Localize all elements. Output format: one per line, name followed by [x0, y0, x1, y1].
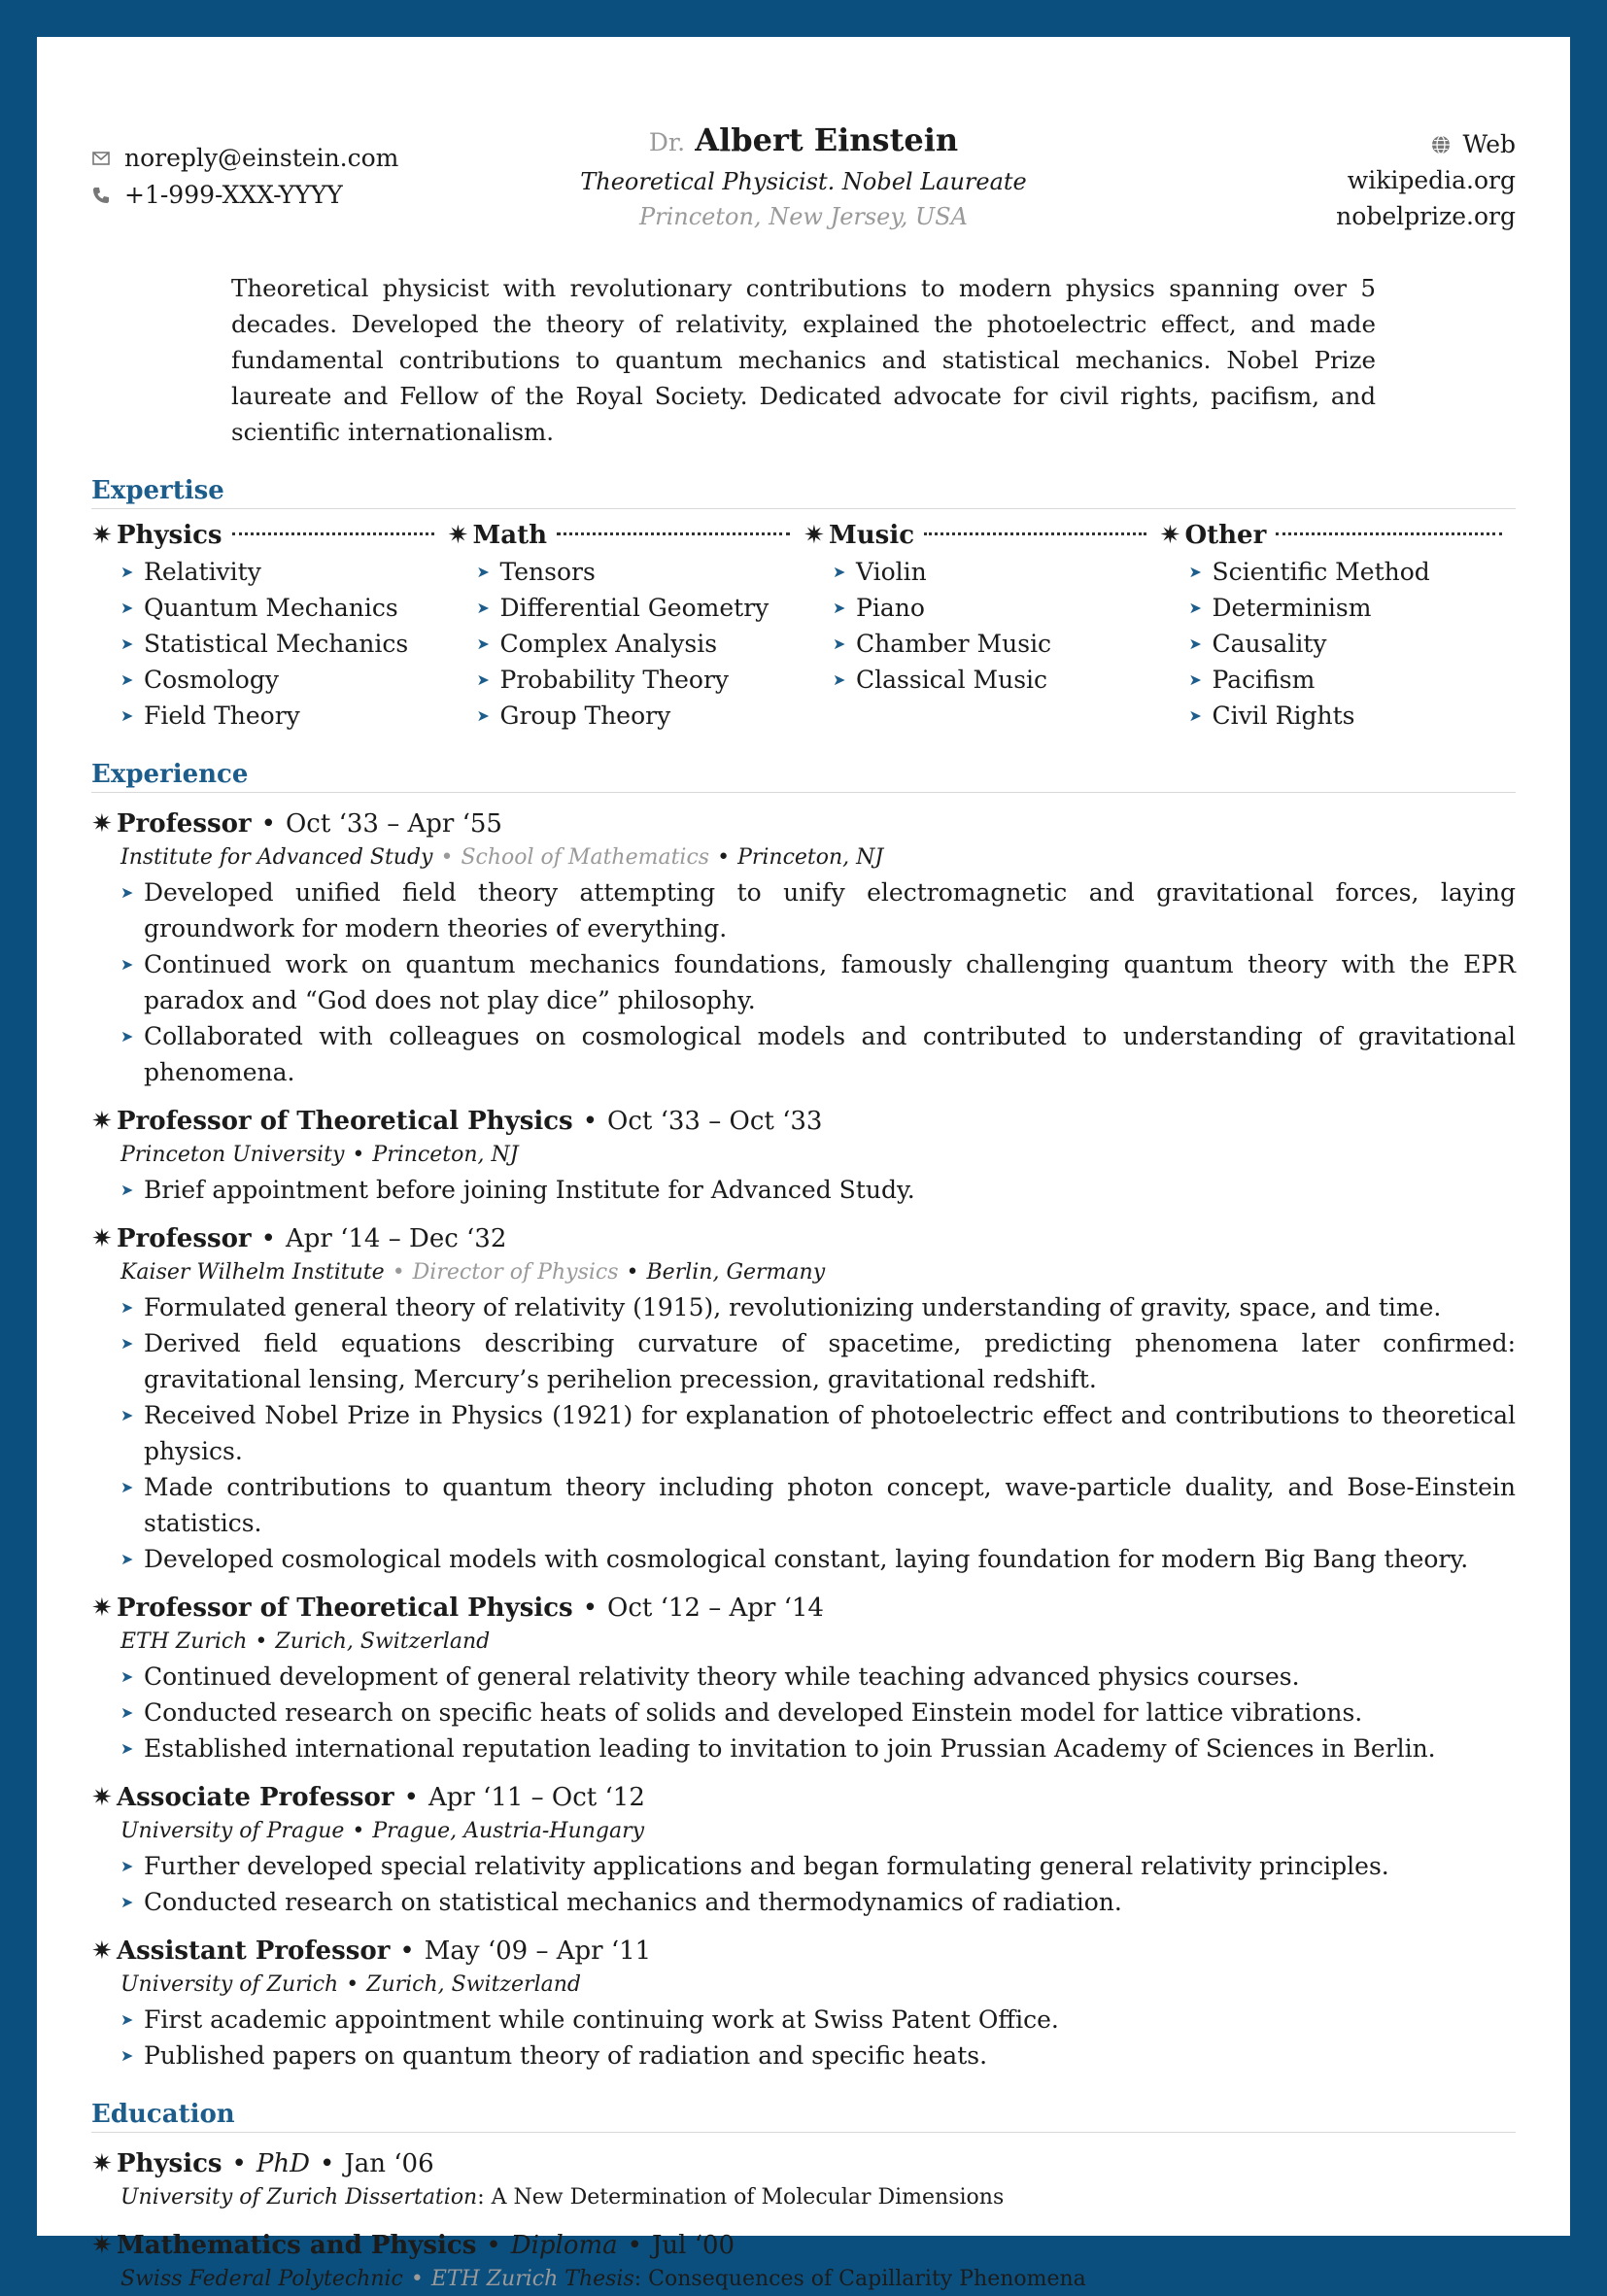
expertise-heading: ✷ Physics	[91, 517, 434, 554]
education-detail: Swiss Federal Polytechnic • ETH Zurich Thesis: Consequences of Capillarity Phenomena	[120, 2267, 1086, 2291]
section-title-expertise: Expertise	[91, 475, 1516, 509]
job-bullet: ➤ Made contributions to quantum theory including photon concept, wave-particle duality, and Bose-Einstein statistics.	[91, 1469, 1516, 1541]
expertise-item: ➤ Cosmology	[91, 662, 434, 698]
job-dates: Oct ‘33 – Apr ‘55	[285, 809, 502, 839]
job-dept: School of Mathematics	[461, 845, 710, 870]
expertise-item: ➤ Causality	[1160, 626, 1503, 662]
arrow-right-icon: ➤	[120, 1406, 134, 1424]
job-bullet: ➤ First academic appointment while continuing work at Swiss Patent Office.	[91, 2002, 1516, 2038]
job-entry	[91, 1221, 1516, 1577]
expertise-heading: ✷ Math	[448, 517, 791, 554]
location: Princeton, New Jersey, USA	[638, 203, 969, 230]
job-bullet: ➤ Developed cosmological models with cosmological constant, laying foundation for modern Big Bang theory.	[91, 1541, 1516, 1577]
job-bullet: ➤ Conducted research on statistical mechanics and thermodynamics of radiation.	[91, 1884, 1516, 1920]
arrow-right-icon: ➤	[1188, 670, 1202, 689]
job-entry	[91, 1591, 1516, 1766]
job-org-line: Princeton University • Princeton, NJ	[120, 1143, 519, 1167]
job-org-line: Kaiser Wilhelm Institute • Director of Physics • Berlin, Germany	[120, 1260, 826, 1285]
arrow-right-icon: ➤	[120, 1550, 134, 1568]
link-wikipedia[interactable]: wikipedia.org	[1347, 166, 1516, 194]
dot-leader	[924, 532, 1145, 535]
job-bullets	[91, 2002, 1516, 2073]
name-line	[91, 120, 1516, 162]
web-label: Web	[1462, 130, 1516, 158]
job-bullet: ➤ Continued development of general relativity theory while teaching advanced physics courses.	[91, 1659, 1516, 1695]
job-place: Prague, Austria-Hungary	[372, 1819, 645, 1843]
job-place: Zurich, Switzerland	[275, 1629, 491, 1654]
arrow-right-icon: ➤	[476, 670, 490, 689]
job-title: Professor	[117, 1224, 252, 1253]
job-entry	[91, 1104, 1516, 1208]
job-heading: ✷ Professor of Theoretical Physics • Oct ‘12 – Apr ‘14	[91, 1591, 1516, 1626]
name-prefix: Dr.	[648, 128, 686, 156]
resume-content	[91, 86, 1516, 2296]
expertise-item: ➤ Group Theory	[448, 698, 791, 734]
job-heading: ✷ Professor • Apr ‘14 – Dec ‘32	[91, 1221, 1516, 1256]
arrow-right-icon: ➤	[476, 599, 490, 617]
star-icon: ✷	[91, 2231, 113, 2260]
job-bullet: ➤ Developed unified field theory attempting to unify electromagnetic and gravitational forces, laying groundwork for modern theories of everything.	[91, 874, 1516, 946]
education-field: Mathematics and Physics	[117, 2231, 477, 2260]
job-org: University of Prague	[120, 1819, 345, 1843]
star-icon: ✷	[804, 521, 825, 550]
job-heading: ✷ Assistant Professor • May ‘09 – Apr ‘11	[91, 1934, 1516, 1969]
arrow-right-icon: ➤	[476, 634, 490, 653]
arrow-right-icon: ➤	[833, 599, 846, 617]
job-bullets	[91, 874, 1516, 1090]
job-heading: ✷ Professor of Theoretical Physics • Oct ‘33 – Oct ‘33	[91, 1104, 1516, 1139]
job-bullet: ➤ Formulated general theory of relativity (1915), revolutionizing understanding of gravity, space, and time.	[91, 1289, 1516, 1325]
dot-leader	[1276, 532, 1502, 535]
section-title-experience: Experience	[91, 759, 1516, 793]
star-icon: ✷	[1159, 521, 1181, 550]
expertise-item: ➤ Violin	[804, 554, 1146, 590]
expertise-heading: ✷ Music	[804, 517, 1146, 554]
education-degree: PhD	[256, 2149, 310, 2178]
job-entry	[91, 806, 1516, 1090]
expertise-item: ➤ Tensors	[448, 554, 791, 590]
summary: Theoretical physicist with revolutionary contributions to modern physics spanning over 5 decades. Developed the theory of relativity, explained the photoelectric effect, and made fundamental contributions to quantum mechanics and statistical mechanics. Nobel Prize laureate and Fellow of the Royal Society. Dedicated advocate for civil rights, pacifism, and scientific internationalism.	[231, 274, 1376, 446]
arrow-right-icon: ➤	[120, 1027, 134, 1045]
thesis-label: Dissertation	[345, 2185, 478, 2210]
expertise-item: ➤ Complex Analysis	[448, 626, 791, 662]
star-icon: ✷	[447, 521, 469, 550]
arrow-right-icon: ➤	[833, 634, 846, 653]
job-title: Professor	[117, 809, 252, 839]
web-label-row	[1336, 126, 1516, 162]
phone-text[interactable]: +1-999-XXX-YYYY	[124, 181, 343, 209]
job-org: University of Zurich	[120, 1972, 339, 1997]
link-nobelprize[interactable]: nobelprize.org	[1336, 202, 1516, 230]
tagline: Theoretical Physicist. Nobel Laureate	[580, 168, 1027, 195]
education-entry	[91, 2228, 1516, 2296]
arrow-right-icon: ➤	[120, 883, 134, 902]
star-icon: ✷	[91, 1936, 113, 1966]
arrow-right-icon: ➤	[120, 2010, 134, 2029]
expertise-column-physics	[91, 517, 448, 734]
thesis-title: Consequences of Capillarity Phenomena	[648, 2267, 1086, 2291]
education-degree: Diploma	[510, 2231, 618, 2260]
job-bullet: ➤ Continued work on quantum mechanics foundations, famously challenging quantum theory with the EPR paradox and “God does not play dice” philosophy.	[91, 946, 1516, 1018]
job-org: Kaiser Wilhelm Institute	[120, 1260, 385, 1285]
arrow-right-icon: ➤	[120, 1703, 134, 1722]
job-dates: May ‘09 – Apr ‘11	[424, 1936, 652, 1966]
expertise-heading: ✷ Other	[1160, 517, 1503, 554]
job-bullets	[91, 1659, 1516, 1766]
job-title: Assistant Professor	[117, 1936, 391, 1966]
job-place: Princeton, NJ	[372, 1143, 519, 1167]
name-block	[91, 120, 1516, 234]
web-links	[1336, 126, 1516, 234]
arrow-right-icon: ➤	[120, 599, 134, 617]
expertise-item: ➤ Scientific Method	[1160, 554, 1503, 590]
resume-header	[91, 86, 1516, 231]
expertise-column-other	[1160, 517, 1517, 734]
resume-page	[37, 37, 1570, 2291]
star-icon: ✷	[91, 1107, 113, 1136]
expertise-item: ➤ Relativity	[91, 554, 434, 590]
arrow-right-icon: ➤	[833, 563, 846, 581]
expertise-item: ➤ Piano	[804, 590, 1146, 626]
arrow-right-icon: ➤	[120, 634, 134, 653]
job-dates: Oct ‘33 – Oct ‘33	[607, 1107, 823, 1136]
expertise-item: ➤ Chamber Music	[804, 626, 1146, 662]
job-bullets	[91, 1848, 1516, 1920]
expertise-item: ➤ Civil Rights	[1160, 698, 1503, 734]
section-title-education: Education	[91, 2099, 1516, 2133]
expertise-column-music	[804, 517, 1160, 734]
job-dates: Oct ‘12 – Apr ‘14	[607, 1593, 824, 1623]
job-bullet: ➤ Conducted research on specific heats of solids and developed Einstein model for lattice vibrations.	[91, 1695, 1516, 1731]
arrow-right-icon: ➤	[120, 1478, 134, 1496]
job-place: Berlin, Germany	[646, 1260, 826, 1285]
job-bullet: ➤ Further developed special relativity applications and began formulating general relativity principles.	[91, 1848, 1516, 1884]
education-school: Swiss Federal Polytechnic	[120, 2267, 403, 2291]
job-entry	[91, 1934, 1516, 2073]
expertise-item: ➤ Determinism	[1160, 590, 1503, 626]
expertise-item: ➤ Differential Geometry	[448, 590, 791, 626]
star-icon: ✷	[91, 1593, 113, 1623]
star-icon: ✷	[91, 2149, 113, 2178]
job-heading: ✷ Professor • Oct ‘33 – Apr ‘55	[91, 806, 1516, 841]
expertise-grid	[91, 517, 1516, 734]
job-place: Zurich, Switzerland	[366, 1972, 581, 1997]
education-entry	[91, 2146, 1516, 2214]
thesis-title: A New Determination of Molecular Dimensions	[491, 2185, 1005, 2210]
arrow-right-icon: ➤	[120, 1298, 134, 1317]
arrow-right-icon: ➤	[476, 563, 490, 581]
education-date: Jan ‘06	[344, 2149, 434, 2178]
job-org: Princeton University	[120, 1143, 345, 1167]
education-field: Physics	[117, 2149, 222, 2178]
job-title: Associate Professor	[117, 1783, 394, 1812]
job-bullet: ➤ Derived field equations describing curvature of spacetime, predicting phenomena later confirmed: gravitational lensing, Mercury’s perihelion precession, gravitational redshift.	[91, 1325, 1516, 1397]
arrow-right-icon: ➤	[120, 955, 134, 974]
education-date: Jul ‘00	[652, 2231, 735, 2260]
globe-icon	[1430, 134, 1452, 155]
arrow-right-icon: ➤	[120, 1334, 134, 1353]
expertise-item: ➤ Statistical Mechanics	[91, 626, 434, 662]
expertise-item: ➤ Pacifism	[1160, 662, 1503, 698]
education-heading: ✷ Mathematics and Physics • Diploma • Jul ‘00	[91, 2228, 1516, 2263]
job-bullets	[91, 1172, 1516, 1208]
arrow-right-icon: ➤	[1188, 599, 1202, 617]
job-heading: ✷ Associate Professor • Apr ‘11 – Oct ‘12	[91, 1780, 1516, 1815]
star-icon: ✷	[91, 1783, 113, 1812]
email-text[interactable]: noreply@einstein.com	[124, 144, 399, 172]
arrow-right-icon: ➤	[120, 670, 134, 689]
dot-leader	[232, 532, 434, 535]
dot-leader	[557, 532, 790, 535]
arrow-right-icon: ➤	[1188, 706, 1202, 725]
arrow-right-icon: ➤	[833, 670, 846, 689]
job-bullet: ➤ Brief appointment before joining Institute for Advanced Study.	[91, 1172, 1516, 1208]
education-school-sub: ETH Zurich	[430, 2267, 559, 2291]
job-org-line: University of Zurich • Zurich, Switzerland	[120, 1972, 581, 1997]
expertise-item: ➤ Classical Music	[804, 662, 1146, 698]
job-entry	[91, 1780, 1516, 1920]
job-bullets	[91, 1289, 1516, 1577]
job-org: Institute for Advanced Study	[120, 845, 433, 870]
expertise-item: ➤ Field Theory	[91, 698, 434, 734]
arrow-right-icon: ➤	[120, 706, 134, 725]
education-detail: University of Zurich Dissertation: A New Determination of Molecular Dimensions	[120, 2185, 1005, 2210]
arrow-right-icon: ➤	[476, 706, 490, 725]
job-org-line: ETH Zurich • Zurich, Switzerland	[120, 1629, 491, 1654]
arrow-right-icon: ➤	[120, 1181, 134, 1199]
job-title: Professor of Theoretical Physics	[117, 1107, 573, 1136]
arrow-right-icon: ➤	[120, 563, 134, 581]
job-title: Professor of Theoretical Physics	[117, 1593, 573, 1623]
thesis-label: Thesis	[564, 2267, 634, 2291]
arrow-right-icon: ➤	[120, 1667, 134, 1686]
star-icon: ✷	[91, 1224, 113, 1253]
job-dates: Apr ‘14 – Dec ‘32	[285, 1224, 507, 1253]
expertise-column-math	[448, 517, 804, 734]
education-heading: ✷ Physics • PhD • Jan ‘06	[91, 2146, 1516, 2181]
expertise-item: ➤ Probability Theory	[448, 662, 791, 698]
education-school: University of Zurich	[120, 2185, 339, 2210]
job-org-line: University of Prague • Prague, Austria-Hungary	[120, 1819, 645, 1843]
job-org-line: Institute for Advanced Study • School of Mathematics • Princeton, NJ	[120, 845, 884, 870]
job-dates: Apr ‘11 – Oct ‘12	[427, 1783, 645, 1812]
arrow-right-icon: ➤	[1188, 563, 1202, 581]
job-org: ETH Zurich	[120, 1629, 248, 1654]
arrow-right-icon: ➤	[120, 2046, 134, 2065]
job-place: Princeton, NJ	[737, 845, 884, 870]
star-icon: ✷	[91, 521, 113, 550]
job-bullet: ➤ Collaborated with colleagues on cosmological models and contributed to understanding of gravitational phenomena.	[91, 1018, 1516, 1090]
job-bullet: ➤ Published papers on quantum theory of radiation and specific heats.	[91, 2038, 1516, 2073]
arrow-right-icon: ➤	[120, 1893, 134, 1911]
star-icon: ✷	[91, 809, 113, 839]
job-bullet: ➤ Received Nobel Prize in Physics (1921) for explanation of photoelectric effect and contributions to theoretical physics.	[91, 1397, 1516, 1469]
arrow-right-icon: ➤	[120, 1857, 134, 1875]
arrow-right-icon: ➤	[120, 1739, 134, 1758]
full-name: Albert Einstein	[695, 121, 959, 158]
job-bullet: ➤ Established international reputation leading to invitation to join Prussian Academy of Sciences in Berlin.	[91, 1731, 1516, 1766]
job-dept: Director of Physics	[412, 1260, 619, 1285]
expertise-item: ➤ Quantum Mechanics	[91, 590, 434, 626]
arrow-right-icon: ➤	[1188, 634, 1202, 653]
